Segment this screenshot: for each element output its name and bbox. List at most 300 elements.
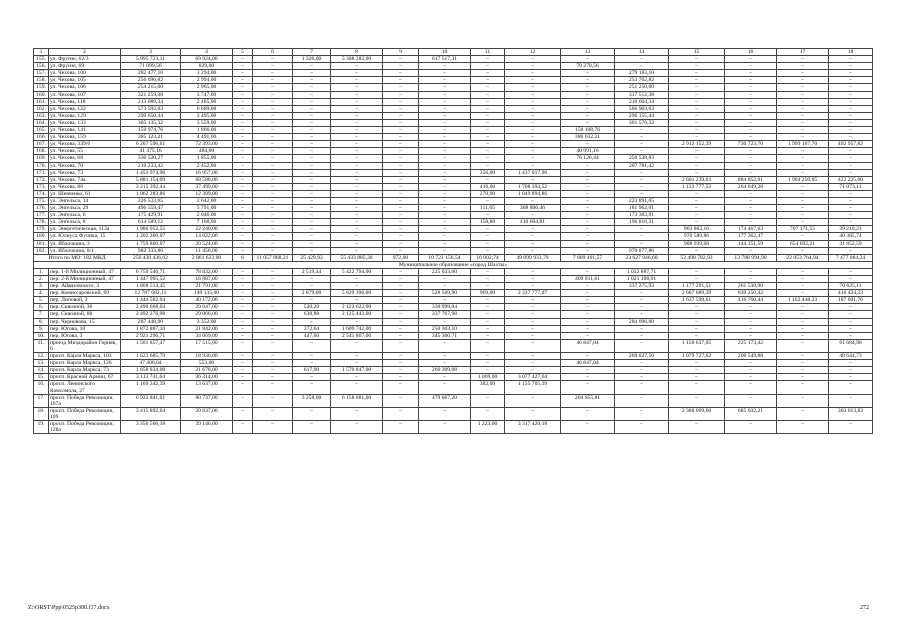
table-cell: – <box>419 247 471 254</box>
table-row <box>34 339 873 352</box>
table-cell: – <box>505 70 561 77</box>
table-cell: – <box>419 141 471 148</box>
table-cell: – <box>253 339 293 352</box>
table-cell: – <box>669 84 725 91</box>
table-cell: 2. <box>34 276 49 283</box>
table-cell: 3 113 741,64 <box>121 374 181 381</box>
table-cell: – <box>471 268 505 275</box>
table-cell: 345 360,71 <box>419 332 471 339</box>
table-cell: – <box>669 190 725 197</box>
table-cell: 213 089,34 <box>121 98 181 105</box>
table-cell: – <box>331 127 383 134</box>
table-cell: – <box>777 233 829 240</box>
table-cell: – <box>561 233 615 240</box>
table-cell: – <box>505 297 561 304</box>
table-cell: 160. <box>34 91 49 98</box>
table-cell: – <box>725 148 777 155</box>
table-cell: – <box>725 205 777 212</box>
table-cell: – <box>777 183 829 190</box>
table-cell: 416 760,44 <box>725 297 777 304</box>
table-cell: 496 559,47 <box>121 205 181 212</box>
table-cell: – <box>253 297 293 304</box>
table-cell: – <box>331 339 383 352</box>
table-cell: – <box>383 367 419 374</box>
table-cell: – <box>419 190 471 197</box>
table-cell: – <box>331 183 383 190</box>
table-cell: – <box>293 63 331 70</box>
table-cell: – <box>725 190 777 197</box>
table-cell: – <box>253 233 293 240</box>
table-cell: – <box>829 98 873 105</box>
table-cell: – <box>777 70 829 77</box>
table-cell: ул. Чехова, 129 <box>49 112 121 119</box>
table-cell: – <box>505 226 561 233</box>
table-cell: – <box>471 63 505 70</box>
table-cell: – <box>383 91 419 98</box>
table-cell: 166. <box>34 134 49 141</box>
table-cell: 19. <box>34 420 49 433</box>
table-cell: 385 123,21 <box>121 134 181 141</box>
table-cell: – <box>777 318 829 325</box>
table-cell: ул. Чехова, 68 <box>49 155 121 162</box>
table-cell: 70 625,11 <box>829 283 873 290</box>
table-cell: 2 125 443,00 <box>331 311 383 318</box>
table-cell: 1 062 283,86 <box>121 190 181 197</box>
table-cell: – <box>233 134 253 141</box>
table-cell: – <box>331 105 383 112</box>
table-cell: 1 868 514,45 <box>121 283 181 290</box>
table-cell: – <box>829 197 873 204</box>
table-cell: – <box>471 325 505 332</box>
table-cell: 2 601 239,03 <box>669 176 725 183</box>
table-cell: 3 415 892,64 <box>121 407 181 420</box>
table-cell: – <box>669 77 725 84</box>
table-cell: – <box>419 112 471 119</box>
table-cell: – <box>725 119 777 126</box>
table-cell: ул. Чехова, 159 <box>49 134 121 141</box>
table-cell: – <box>419 134 471 141</box>
table-cell: 3 559,00 <box>181 119 233 126</box>
table-cell: – <box>615 290 669 297</box>
table-cell: 1 021 196,91 <box>615 276 669 283</box>
table-cell: – <box>505 197 561 204</box>
table-cell: 409 911,61 <box>561 276 615 283</box>
table-cell: – <box>293 360 331 367</box>
table-cell: – <box>777 290 829 297</box>
table-cell: – <box>829 367 873 374</box>
table-cell: – <box>253 290 293 297</box>
table-cell: – <box>615 226 669 233</box>
table-cell: – <box>829 119 873 126</box>
table-row <box>34 119 873 126</box>
table-cell: – <box>419 240 471 247</box>
table-cell: просп. Ленинского Комсомола, 27 <box>49 381 121 394</box>
table-cell: 2 687 089,39 <box>669 290 725 297</box>
table-cell: 6 689,00 <box>181 105 233 112</box>
table-cell: – <box>829 374 873 381</box>
table-cell: ул. Чехова, 55 <box>49 148 121 155</box>
table-row <box>34 219 873 226</box>
table-cell: 356,00 <box>471 169 505 176</box>
table-cell: 573 592,03 <box>121 105 181 112</box>
table-cell: – <box>505 105 561 112</box>
table-cell: 181. <box>34 240 49 247</box>
table-cell: – <box>253 148 293 155</box>
table-row <box>34 183 873 190</box>
table-cell: – <box>233 197 253 204</box>
table-cell: – <box>383 205 419 212</box>
table-cell: – <box>471 367 505 374</box>
table-cell: – <box>233 367 253 374</box>
table-cell: 210 604,34 <box>615 98 669 105</box>
table-row <box>34 290 873 297</box>
table-cell: 1 150 637,05 <box>669 339 725 352</box>
table-cell: – <box>505 394 561 407</box>
table-cell: 46 847,04 <box>561 339 615 352</box>
table-cell: – <box>615 367 669 374</box>
table-cell: 174 467,63 <box>725 226 777 233</box>
table-cell: – <box>829 56 873 63</box>
table-cell: 207 781,42 <box>615 162 669 169</box>
table-cell: – <box>383 297 419 304</box>
table-cell: – <box>331 283 383 290</box>
table-cell: – <box>293 169 331 176</box>
table-cell: – <box>505 360 561 367</box>
table-row <box>34 169 873 176</box>
table-cell: – <box>561 197 615 204</box>
table-cell: – <box>725 77 777 84</box>
table-row <box>34 304 873 311</box>
table-cell: 829,00 <box>181 63 233 70</box>
table-cell: – <box>383 247 419 254</box>
table-cell: 1 904 250,05 <box>777 176 829 183</box>
table-cell: 172. <box>34 176 49 183</box>
table-cell: – <box>383 420 419 433</box>
table-cell: – <box>669 325 725 332</box>
table-cell: – <box>777 353 829 360</box>
table-cell: ул. Чехова, 106 <box>49 84 121 91</box>
table-cell: – <box>253 98 293 105</box>
table-cell: 6 759 546,71 <box>121 268 181 275</box>
table-cell: 15. <box>34 374 49 381</box>
table-header-row <box>34 49 873 56</box>
table-row <box>34 212 873 219</box>
table-cell: – <box>233 311 253 318</box>
table-cell: – <box>253 205 293 212</box>
table-cell: 3 294,00 <box>181 70 233 77</box>
table-row <box>34 297 873 304</box>
table-cell: ул. Энгельса, 8 <box>49 219 121 226</box>
table-cell: – <box>829 219 873 226</box>
table-cell: проезд Миздорайон Горняк, 6 <box>49 339 121 352</box>
table-cell: 49 099 933,79 <box>505 254 561 261</box>
table-cell: 76 126,44 <box>561 155 615 162</box>
table-cell: 78 832,00 <box>181 268 233 275</box>
table-cell: – <box>253 162 293 169</box>
table-row <box>34 91 873 98</box>
table-cell: просп. Победа Революции, 107а <box>49 394 121 407</box>
table-cell: 71 073,11 <box>829 183 873 190</box>
table-cell: пер. 1-й Милиционный, 47 <box>49 268 121 275</box>
table-cell: – <box>561 205 615 212</box>
table-cell: 52 498 782,93 <box>669 254 725 261</box>
footer-file-path: Z:\ORST\Ppp\0525p380.f17.docx <box>28 605 110 611</box>
table-cell: – <box>293 318 331 325</box>
table-cell: – <box>293 91 331 98</box>
table-cell: – <box>471 318 505 325</box>
table-cell: – <box>561 84 615 91</box>
table-cell: – <box>615 127 669 134</box>
table-cell: 17 515,00 <box>181 339 233 352</box>
table-cell: 169. <box>34 155 49 162</box>
table-cell: 6 158 081,00 <box>331 394 383 407</box>
table-cell: – <box>561 353 615 360</box>
table-cell: – <box>293 119 331 126</box>
table-cell: – <box>293 134 331 141</box>
table-cell: – <box>293 77 331 84</box>
table-cell: – <box>331 84 383 91</box>
table-cell: – <box>233 77 253 84</box>
table-cell: – <box>725 311 777 318</box>
table-cell: – <box>615 176 669 183</box>
table-cell: пер. Югова, 3 <box>49 332 121 339</box>
table-cell: – <box>419 318 471 325</box>
table-cell: – <box>233 240 253 247</box>
table-cell: 1 326,00 <box>293 56 331 63</box>
table-row <box>34 353 873 360</box>
table-cell: – <box>777 205 829 212</box>
table-cell: – <box>725 56 777 63</box>
table-cell: – <box>293 212 331 219</box>
table-cell: – <box>331 360 383 367</box>
table-row <box>34 148 873 155</box>
table-cell: – <box>669 91 725 98</box>
table-cell: – <box>383 105 419 112</box>
table-cell: – <box>725 105 777 112</box>
table-cell: – <box>471 77 505 84</box>
table-cell: – <box>383 84 419 91</box>
table-cell: – <box>777 169 829 176</box>
table-cell: – <box>383 394 419 407</box>
table-cell: – <box>331 247 383 254</box>
table-cell: – <box>777 91 829 98</box>
table-cell: 256 430 436,02 <box>121 254 181 261</box>
table-cell: – <box>669 381 725 394</box>
table-cell: – <box>669 98 725 105</box>
table-cell: – <box>293 353 331 360</box>
table-cell: – <box>331 63 383 70</box>
table-cell: просп. Карла Маркса, 103 <box>49 353 121 360</box>
table-cell: – <box>505 339 561 352</box>
table-cell: – <box>383 283 419 290</box>
table-cell: – <box>253 190 293 197</box>
table-row <box>34 127 873 134</box>
table-cell: – <box>561 367 615 374</box>
table-cell: 157. <box>34 70 49 77</box>
table-cell: 2 485,00 <box>181 98 233 105</box>
table-cell: – <box>253 70 293 77</box>
table-cell: 225 173,42 <box>725 339 777 352</box>
table-cell: – <box>725 63 777 70</box>
table-cell: 29 047,00 <box>181 304 233 311</box>
table-cell: – <box>233 332 253 339</box>
table-cell: – <box>561 105 615 112</box>
table-cell: – <box>471 283 505 290</box>
table-cell: – <box>561 56 615 63</box>
table-cell: 1 162 448,23 <box>777 297 829 304</box>
table-cell: – <box>233 381 253 394</box>
table-cell: – <box>253 134 293 141</box>
table-cell: – <box>233 318 253 325</box>
table-cell: – <box>829 63 873 70</box>
table-cell: – <box>561 381 615 394</box>
table-cell: – <box>777 219 829 226</box>
table-cell: – <box>561 247 615 254</box>
table-cell: – <box>615 148 669 155</box>
table-cell: – <box>471 119 505 126</box>
table-cell: 223 891,65 <box>615 197 669 204</box>
table-cell: – <box>233 56 253 63</box>
table-cell: – <box>233 70 253 77</box>
table-cell: – <box>253 77 293 84</box>
table-cell: 6 207 596,61 <box>121 141 181 148</box>
table-cell: – <box>505 162 561 169</box>
table-cell: – <box>383 381 419 394</box>
table-cell: – <box>561 77 615 84</box>
table-cell: – <box>669 311 725 318</box>
table-cell: – <box>233 374 253 381</box>
table-cell: – <box>331 91 383 98</box>
table-row <box>34 70 873 77</box>
table-cell: 23 627 946,60 <box>615 254 669 261</box>
table-cell: 970 877,86 <box>615 247 669 254</box>
table-cell: 1 999 167,70 <box>777 141 829 148</box>
table-cell: – <box>419 155 471 162</box>
table-cell: – <box>829 205 873 212</box>
table-cell: 707 171,55 <box>777 226 829 233</box>
table-row <box>34 141 873 148</box>
table-cell: 3 352,00 <box>181 318 233 325</box>
table-cell: – <box>777 360 829 367</box>
table-row <box>34 381 873 394</box>
table-cell: 969,00 <box>471 290 505 297</box>
table-cell: – <box>505 332 561 339</box>
table-cell: 11 456,00 <box>181 247 233 254</box>
table-cell: 317 512,38 <box>615 91 669 98</box>
table-cell: – <box>725 304 777 311</box>
table-cell: – <box>233 98 253 105</box>
table-cell: – <box>253 183 293 190</box>
table-cell: 46 847,04 <box>561 360 615 367</box>
table-cell: – <box>561 290 615 297</box>
table-cell: – <box>725 325 777 332</box>
table-cell: – <box>383 219 419 226</box>
table-cell: – <box>777 56 829 63</box>
table-cell: – <box>505 247 561 254</box>
table-cell: 61 684,96 <box>829 339 873 352</box>
table-cell: – <box>383 360 419 367</box>
table-cell: – <box>471 141 505 148</box>
table-cell: 6 <box>253 49 293 56</box>
table-row <box>34 394 873 407</box>
table-cell: – <box>829 420 873 433</box>
table-cell: – <box>383 162 419 169</box>
table-cell: – <box>615 420 669 433</box>
table-cell: – <box>253 283 293 290</box>
table-cell: 12. <box>34 353 49 360</box>
table-cell: 1 444 582,04 <box>121 297 181 304</box>
table-cell: – <box>777 420 829 433</box>
table-cell: – <box>383 141 419 148</box>
table-cell: – <box>777 276 829 283</box>
table-cell: 25 429,93 <box>293 254 331 261</box>
table-cell: – <box>777 197 829 204</box>
table-cell: – <box>669 63 725 70</box>
table-cell: 1. <box>34 268 49 275</box>
table-cell: – <box>829 134 873 141</box>
table-cell: 13 637,00 <box>181 381 233 394</box>
table-cell: пер. Липовой, 2 <box>49 297 121 304</box>
table-cell: – <box>253 56 293 63</box>
table-cell: 884 852,01 <box>725 176 777 183</box>
table-row <box>34 162 873 169</box>
table-row <box>34 360 873 367</box>
total-row <box>34 254 873 261</box>
table-cell: – <box>233 268 253 275</box>
table-cell: 1 501 857,47 <box>121 339 181 352</box>
table-cell: 4 491,00 <box>181 134 233 141</box>
section-title: Муниципальное образование «город Шахты» <box>34 261 873 268</box>
table-cell: – <box>383 374 419 381</box>
table-cell: 176. <box>34 205 49 212</box>
table-cell: 1 759 860,07 <box>121 240 181 247</box>
table-cell: – <box>293 247 331 254</box>
table-cell: 2 642,00 <box>181 197 233 204</box>
table-cell: 3 077 427,64 <box>505 374 561 381</box>
table-cell: – <box>233 420 253 433</box>
table-cell: – <box>561 311 615 318</box>
table-cell: 1 609 742,00 <box>331 325 383 332</box>
table-cell: 1 637 599,61 <box>669 297 725 304</box>
table-cell: – <box>293 339 331 352</box>
table-cell: 264 649,28 <box>725 183 777 190</box>
table-cell: – <box>233 325 253 332</box>
table-cell: – <box>725 374 777 381</box>
table-cell: 250 538,83 <box>615 155 669 162</box>
table-cell: – <box>419 169 471 176</box>
table-cell: – <box>419 183 471 190</box>
table-cell: 69 924,00 <box>181 56 233 63</box>
table-cell: 173. <box>34 183 49 190</box>
table-cell: – <box>233 233 253 240</box>
table-cell: 303 013,83 <box>829 407 873 420</box>
table-cell: – <box>777 339 829 352</box>
table-cell: – <box>669 205 725 212</box>
table-cell: – <box>233 212 253 219</box>
table-cell: – <box>331 318 383 325</box>
table-cell: – <box>725 155 777 162</box>
section-title-row <box>34 261 873 268</box>
table-cell: – <box>331 98 383 105</box>
table-row <box>34 190 873 197</box>
table-cell: пер. Черновова, 15 <box>49 318 121 325</box>
table-cell: – <box>253 197 293 204</box>
table-cell: – <box>471 276 505 283</box>
table-cell: – <box>383 77 419 84</box>
table-cell: – <box>383 190 419 197</box>
table-cell: – <box>829 212 873 219</box>
table-cell: 225 033,00 <box>419 268 471 275</box>
